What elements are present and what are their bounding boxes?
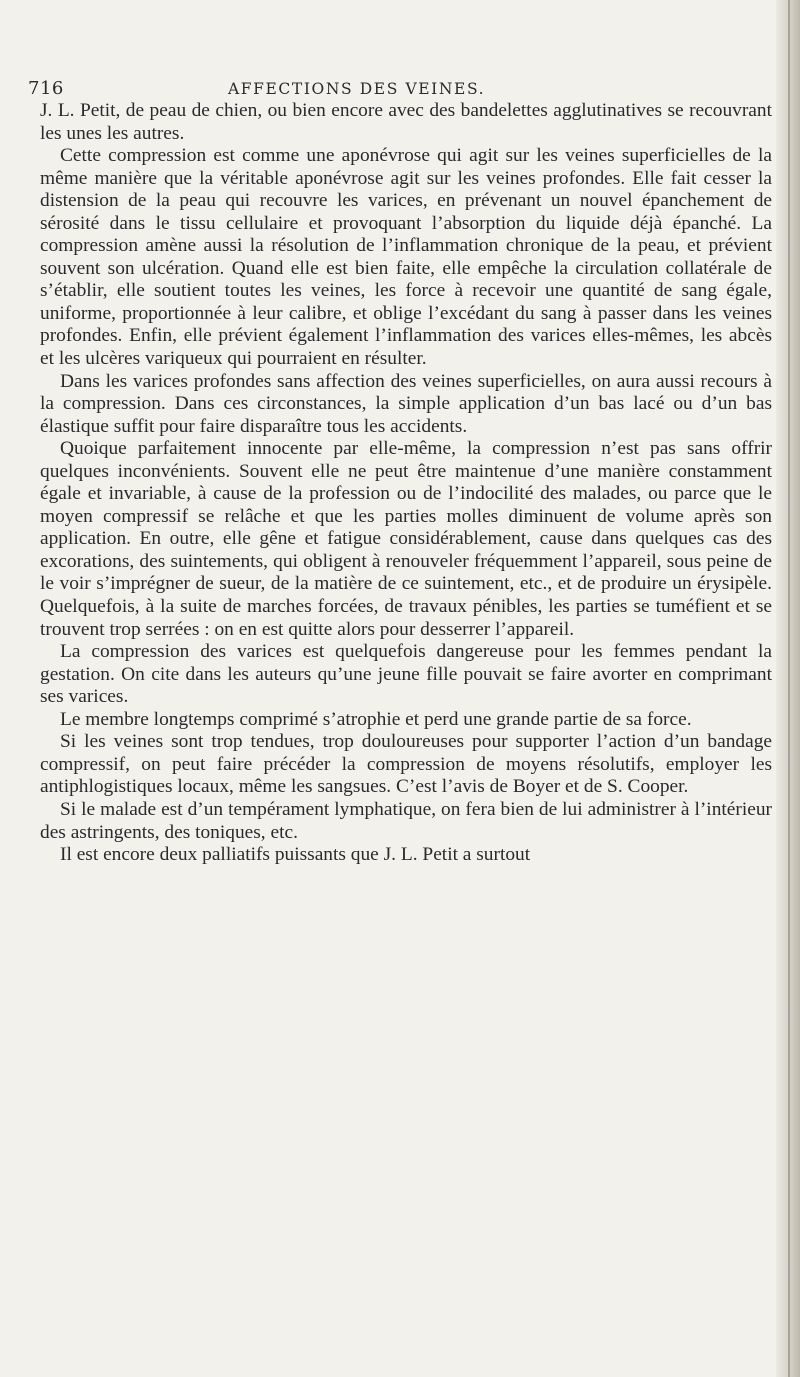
paragraph-compression-effects: Cette compression est comme une aponévrose qui agit sur les veines superficielles de la même manière que la véritable aponévrose agit sur les veines profondes. Elle fait cesser la distension de la peau qui recouvre les varices, en prévenant un nouvel épanchement de sérosité dans le tissu cellulaire et provoquant l’absorption du liquide déjà épanché. La compression amène aussi la résolution de l’inflammation chronique de la peau, et prévient souvent son ulcération. Quand elle est bien faite, elle empêche la circulation collatérale de s’établir, elle soutient toutes les veines, les force à recevoir une quantité de sang égale, uniforme, proportionnée à leur calibre, et oblige l’excédant du sang à passer dans les veines profondes. Enfin, elle prévient également l’inflammation des varices elles-mêmes, les abcès et les ulcères variqueux qui pourraient en résulter.: [40, 145, 772, 370]
paragraph-deep-varices: Dans les varices profondes sans affection des veines superficielles, on aura aussi recours à la compression. Dans ces circonstances, la simple application d’un bas lacé ou d’un bas élastique suffit pour faire disparaître tous les accidents.: [40, 370, 772, 437]
page-number: 716: [28, 78, 64, 99]
paragraph-tender-veins: Si les veines sont trop tendues, trop douloureuses pour supporter l’action d’un bandage compressif, on peut faire précéder la compression de moyens résolutifs, employer les antiphlogistiques locaux, même les sangsues. C’est l’avis de Boyer et de S. Cooper.: [40, 731, 772, 798]
paragraph-atrophy: Le membre longtemps comprimé s’atrophie et perd une grande partie de sa force.: [60, 708, 692, 730]
paragraph-inconveniences: Quoique parfaitement innocente par elle-même, la compression n’est pas sans offrir quelques inconvénients. Souvent elle ne peut être maintenue d’une manière constamment égale et invariable, à cause de la profession ou de l’indocilité des malades, ou parce que le moyen compressif se relâche et que les parties molles diminuent de volume après son application. En outre, elle gêne et fatigue considérablement, cause dans quelques cas des excorations, des suintements, qui obligent à renouveler fréquemment l’appareil, sous peine de le voir s’imprégner de sueur, de la matière de ce suintement, etc., et de produire un érysipèle. Quelquefois, à la suite de marches forcées, de travaux pénibles, les parties se tuméfient et se trouvent trop serrées : on en est quitte alors pour desserrer l’appareil.: [40, 438, 772, 640]
binding-line: [788, 0, 790, 1377]
paragraph-gestation: La compression des varices est quelquefois dangereuse pour les femmes pendant la gestation. On cite dans les auteurs qu’une jeune fille pouvait se faire avorter en comprimant ses varices.: [40, 641, 772, 708]
paragraph-lymphatic: Si le malade est d’un tempérament lymphatique, on fera bien de lui administrer à l’intérieur des astringents, des toniques, etc.: [40, 798, 772, 843]
paragraph-continuation: J. L. Petit, de peau de chien, ou bien encore avec des bandelettes agglutinatives se recouvrant les unes les autres.: [40, 100, 772, 144]
running-title: AFFECTIONS DES VEINES.: [228, 80, 486, 98]
paragraph-palliatives: Il est encore deux palliatifs puissants que J. L. Petit a surtout: [60, 844, 531, 866]
body-text: [40, 100, 772, 867]
